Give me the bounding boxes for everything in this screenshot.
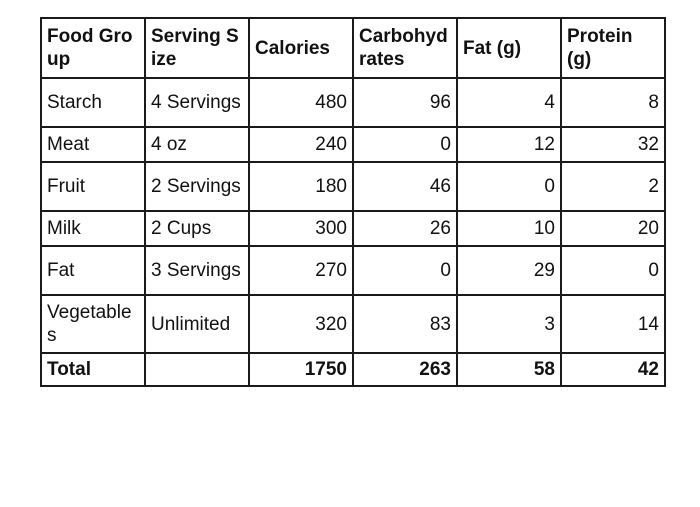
cell-protein: 2 [561, 162, 665, 211]
cell-calories: 180 [249, 162, 353, 211]
table-row [41, 295, 665, 353]
header-fat: Fat (g) [457, 18, 561, 78]
header-food-group: Food Group [41, 18, 145, 78]
cell-calories: 320 [249, 295, 353, 353]
cell-carbohydrates: 0 [353, 246, 457, 295]
cell-protein: 20 [561, 211, 665, 246]
cell-fat: 4 [457, 78, 561, 127]
total-row [41, 353, 665, 386]
table-row [41, 246, 665, 295]
table-header-row [41, 18, 665, 78]
cell-food-group: Meat [41, 127, 145, 162]
cell-protein: 14 [561, 295, 665, 353]
cell-fat: 0 [457, 162, 561, 211]
cell-serving-size: 3 Servings [145, 246, 249, 295]
total-protein: 42 [561, 353, 665, 386]
header-protein: Protein (g) [561, 18, 665, 78]
cell-protein: 8 [561, 78, 665, 127]
cell-food-group: Starch [41, 78, 145, 127]
table-row [41, 162, 665, 211]
total-calories: 1750 [249, 353, 353, 386]
cell-calories: 240 [249, 127, 353, 162]
cell-calories: 480 [249, 78, 353, 127]
cell-serving-size: 2 Servings [145, 162, 249, 211]
cell-serving-size: 4 Servings [145, 78, 249, 127]
table-row [41, 78, 665, 127]
cell-carbohydrates: 0 [353, 127, 457, 162]
cell-carbohydrates: 46 [353, 162, 457, 211]
cell-calories: 270 [249, 246, 353, 295]
header-serving-size: Serving Size [145, 18, 249, 78]
header-carbohydrates: Carbohydrates [353, 18, 457, 78]
cell-carbohydrates: 26 [353, 211, 457, 246]
cell-fat: 12 [457, 127, 561, 162]
total-fat: 58 [457, 353, 561, 386]
cell-carbohydrates: 96 [353, 78, 457, 127]
header-calories: Calories [249, 18, 353, 78]
total-label: Total [41, 353, 145, 386]
cell-protein: 0 [561, 246, 665, 295]
cell-protein: 32 [561, 127, 665, 162]
table-row [41, 211, 665, 246]
nutrition-table [40, 17, 666, 387]
cell-fat: 10 [457, 211, 561, 246]
cell-food-group: Milk [41, 211, 145, 246]
cell-serving-size: 4 oz [145, 127, 249, 162]
total-carbohydrates: 263 [353, 353, 457, 386]
cell-fat: 29 [457, 246, 561, 295]
cell-serving-size: Unlimited [145, 295, 249, 353]
cell-calories: 300 [249, 211, 353, 246]
cell-serving-size: 2 Cups [145, 211, 249, 246]
total-serving-size [145, 353, 249, 386]
cell-food-group: Fruit [41, 162, 145, 211]
cell-carbohydrates: 83 [353, 295, 457, 353]
cell-fat: 3 [457, 295, 561, 353]
cell-food-group: Fat [41, 246, 145, 295]
table-row [41, 127, 665, 162]
cell-food-group: Vegetables [41, 295, 145, 353]
